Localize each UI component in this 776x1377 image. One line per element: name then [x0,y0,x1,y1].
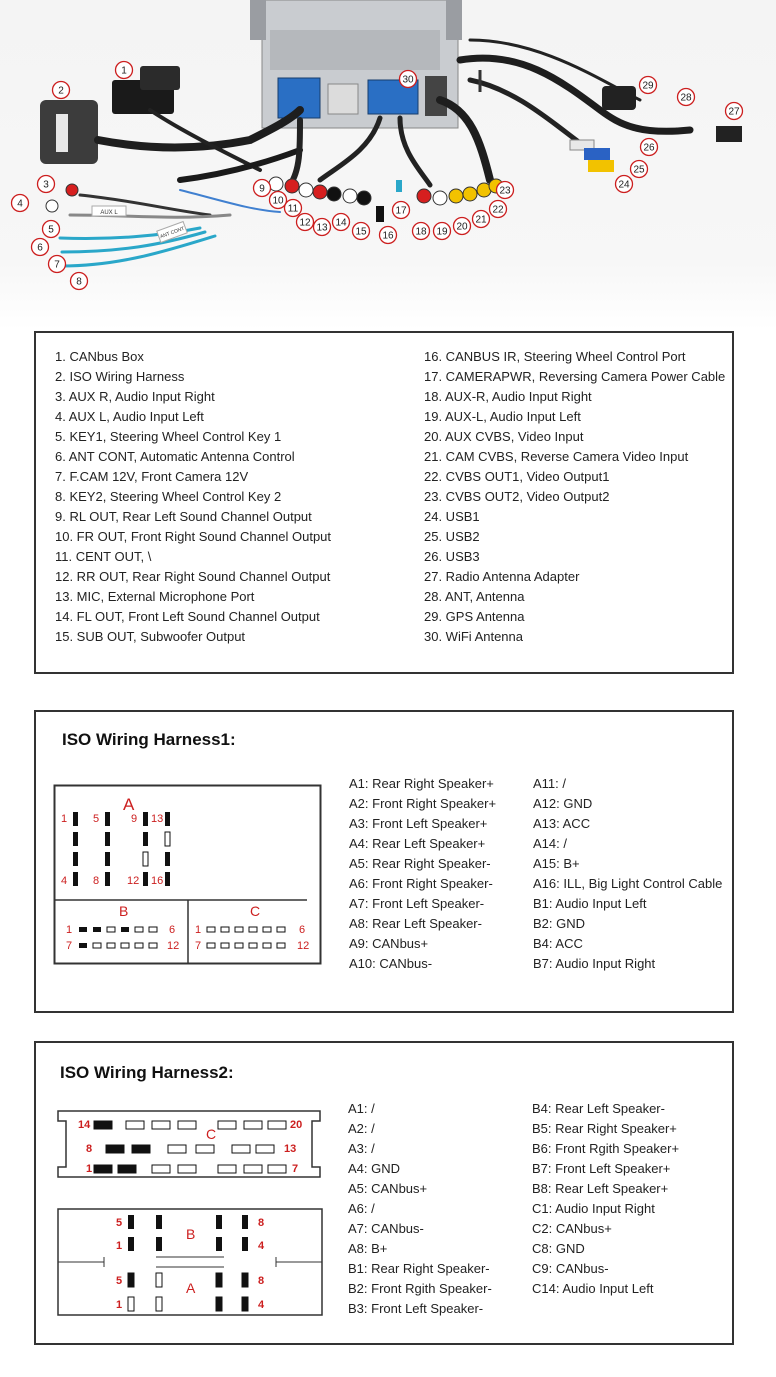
callout-14 [333,214,350,231]
iso2-c-pin-13: 13 [284,1143,297,1155]
iso1-a-label: A [123,795,135,814]
callout-number: 15 [355,226,367,238]
legend-item: 8. KEY2, Steering Wheel Control Key 2 [55,489,282,504]
legend-item: 11. CENT OUT, \ [55,549,152,564]
legend-left-column [55,347,331,647]
iso1-connector-diagram [53,784,323,968]
callout-27 [726,103,743,120]
callout-number: 18 [415,226,427,238]
pin-assignment: B4: Rear Left Speaker- [532,1101,665,1116]
callout-2 [53,82,70,99]
pin-assignment: A12: GND [533,796,593,811]
iso2-a-label: A [186,1280,196,1296]
pin-assignment: B2: GND [533,916,586,931]
pin-assignment: C8: GND [532,1241,585,1256]
pin-assignment: B2: Front Rgith Speaker- [348,1281,492,1296]
callout-19 [434,223,451,240]
callout-12 [297,214,314,231]
head-unit [250,0,462,128]
callout-number: 29 [642,80,654,92]
iso1-c-pin-1: 1 [195,924,202,936]
iso2-c-pin-20: 20 [290,1119,303,1131]
iso2-a-pin-8: 8 [258,1275,265,1287]
wiring-photo [0,0,776,330]
callout-number: 10 [272,195,284,207]
pin-assignment: A3: Front Left Speaker+ [349,816,488,831]
callout-6 [32,239,49,256]
iso2-a-pin-1: 1 [116,1299,123,1311]
iso1-pin-list-2 [533,774,722,974]
pin-assignment: B7: Front Left Speaker+ [532,1161,671,1176]
pin-assignment: A6: Front Right Speaker- [349,876,493,891]
iso2-b-pin-1: 1 [116,1240,123,1252]
callout-29 [640,77,657,94]
iso2-c-label: C [206,1126,217,1142]
pin-assignment: B6: Front Rgith Speaker+ [532,1141,680,1156]
iso2-c-pin-1: 1 [86,1163,93,1175]
legend-panel [34,331,734,674]
iso2-c-pin-7: 7 [292,1163,299,1175]
pin-assignment: A2: Front Right Speaker+ [349,796,497,811]
legend-item: 12. RR OUT, Rear Right Sound Channel Output [55,569,331,584]
aux-l-flag: AUX L [100,210,118,216]
callout-number: 6 [37,242,43,254]
legend-item: 19. AUX-L, Audio Input Left [424,409,581,424]
legend-item: 17. CAMERAPWR, Reversing Camera Power Cable [424,369,726,384]
pin-assignment: A3: / [348,1141,375,1156]
pin-assignment: A4: GND [348,1161,401,1176]
callout-25 [631,161,648,178]
iso1-c-pin-7: 7 [195,940,202,952]
pin-assignment: C2: CANbus+ [532,1221,612,1236]
pin-assignment: A5: Rear Right Speaker- [349,856,491,871]
iso2-c-pin-8: 8 [86,1143,93,1155]
iso-harness-1-title: ISO Wiring Harness1: [62,730,236,749]
legend-item: 16. CANBUS IR, Steering Wheel Control Port [424,349,686,364]
pin-assignment: A1: / [348,1101,375,1116]
callout-1 [116,62,133,79]
callout-number: 13 [316,222,328,234]
pin-assignment: A16: ILL, Big Light Control Cable [533,876,723,891]
callout-number: 3 [43,179,49,191]
iso-harness-1-panel [34,710,734,1013]
callout-number: 28 [680,92,692,104]
callout-number: 23 [499,185,511,197]
iso2-b-pin-8: 8 [258,1217,265,1229]
callout-number: 4 [17,198,23,210]
callout-number: 11 [287,203,299,215]
callout-number: 14 [335,217,347,229]
pin-assignment: A4: Rear Left Speaker+ [349,836,486,851]
callout-21 [473,211,490,228]
callout-20 [454,218,471,235]
pin-assignment: A1: Rear Right Speaker+ [349,776,494,791]
callout-23 [497,182,514,199]
callout-number: 17 [395,205,407,217]
iso2-connector-diagram [56,1109,326,1317]
callout-9 [254,180,271,197]
iso1-b-pin-7: 7 [66,940,73,952]
callout-3 [38,176,55,193]
pin-assignment: C14: Audio Input Left [532,1281,654,1296]
legend-item: 25. USB2 [424,529,480,544]
iso2-a-pin-5: 5 [116,1275,123,1287]
iso-harness-block [40,100,98,164]
pin-assignment: B1: Rear Right Speaker- [348,1261,490,1276]
legend-item: 5. KEY1, Steering Wheel Control Key 1 [55,429,282,444]
pin-assignment: A11: / [533,776,567,791]
iso2-pin-list-1 [348,1099,492,1319]
callout-number: 16 [382,230,394,242]
pin-assignment: A8: B+ [348,1241,388,1256]
pin-assignment: A2: / [348,1121,375,1136]
callout-number: 19 [436,226,448,238]
legend-item: 30. WiFi Antenna [424,629,523,644]
pin-assignment: A7: Front Left Speaker- [349,896,485,911]
iso1-a-pin-9: 9 [131,813,138,825]
pin-assignment: C9: CANbus- [532,1261,609,1276]
iso1-b-pin-6: 6 [169,924,176,936]
legend-item: 1. CANbus Box [55,349,144,364]
callout-15 [353,223,370,240]
callout-10 [270,192,287,209]
iso2-pin-list-2 [532,1099,679,1299]
pin-assignment: A14: / [533,836,567,851]
legend-item: 13. MIC, External Microphone Port [55,589,255,604]
callout-number: 5 [48,224,54,236]
callout-number: 1 [121,65,127,77]
callout-7 [49,256,66,273]
pin-assignment: B1: Audio Input Left [533,896,647,911]
callout-28 [678,89,695,106]
pin-assignment: A6: / [348,1201,375,1216]
pin-assignment: A13: ACC [533,816,591,831]
legend-item: 14. FL OUT, Front Left Sound Channel Output [55,609,320,624]
callout-number: 24 [618,179,630,191]
callout-number: 12 [299,217,311,229]
iso1-c-pin-6: 6 [299,924,306,936]
legend-right-column [424,347,725,647]
callout-number: 20 [456,221,468,233]
callout-17 [393,202,410,219]
iso1-a-pin-12: 12 [127,875,140,887]
pin-assignment: B3: Front Left Speaker- [348,1301,484,1316]
pin-assignment: B8: Rear Left Speaker+ [532,1181,669,1196]
iso-harness-2-panel [34,1041,734,1345]
callout-8 [71,273,88,290]
legend-item: 20. AUX CVBS, Video Input [424,429,584,444]
iso1-c-pin-12: 12 [297,940,310,952]
pin-assignment: C1: Audio Input Right [532,1201,655,1216]
legend-item: 6. ANT CONT, Automatic Antenna Control [55,449,295,464]
iso2-b-pin-5: 5 [116,1217,123,1229]
callout-16 [380,227,397,244]
pin-assignment: B7: Audio Input Right [533,956,656,971]
iso2-b-pin-4: 4 [258,1240,265,1252]
legend-item: 29. GPS Antenna [424,609,525,624]
legend-item: 2. ISO Wiring Harness [55,369,185,384]
legend-item: 10. FR OUT, Front Right Sound Channel Output [55,529,332,544]
legend-item: 26. USB3 [424,549,480,564]
callout-4 [12,195,29,212]
legend-item: 21. CAM CVBS, Reverse Camera Video Input [424,449,689,464]
pin-assignment: B4: ACC [533,936,583,951]
legend-item: 15. SUB OUT, Subwoofer Output [55,629,246,644]
callout-number: 7 [54,259,60,271]
pin-assignment: A15: B+ [533,856,580,871]
pin-assignment: A8: Rear Left Speaker- [349,916,482,931]
pin-assignment: B5: Rear Right Speaker+ [532,1121,677,1136]
legend-item: 24. USB1 [424,509,480,524]
legend-item: 28. ANT, Antenna [424,589,525,604]
legend-item: 4. AUX L, Audio Input Left [55,409,204,424]
callout-5 [43,221,60,238]
iso1-a-pin-13: 13 [151,813,164,825]
callout-number: 21 [475,214,487,226]
iso1-b-pin-1: 1 [66,924,73,936]
iso1-a-pin-5: 5 [93,813,100,825]
callout-number: 26 [643,142,655,154]
legend-item: 18. AUX-R, Audio Input Right [424,389,592,404]
pin-assignment: A9: CANbus+ [349,936,429,951]
callout-13 [314,219,331,236]
iso-harness-2-title: ISO Wiring Harness2: [60,1063,234,1082]
callout-number: 2 [58,85,64,97]
iso1-c-label: C [250,903,261,919]
iso1-a-pin-8: 8 [93,875,100,887]
pin-assignment: A5: CANbus+ [348,1181,428,1196]
callout-22 [490,201,507,218]
callout-number: 22 [492,204,504,216]
callout-number: 8 [76,276,82,288]
legend-item: 23. CVBS OUT2, Video Output2 [424,489,610,504]
iso1-pin-list-1 [349,774,496,974]
pin-assignment: A7: CANbus- [348,1221,424,1236]
ant-cont-flag: ANT CONT [159,225,186,241]
callout-24 [616,176,633,193]
iso1-b-pin-12: 12 [167,940,180,952]
iso2-c-pin-14: 14 [78,1119,91,1131]
callout-number: 9 [259,183,265,195]
callout-26 [641,139,658,156]
pin-assignment: A10: CANbus- [349,956,433,971]
iso2-a-pin-4: 4 [258,1299,265,1311]
legend-item: 3. AUX R, Audio Input Right [55,389,215,404]
legend-item: 22. CVBS OUT1, Video Output1 [424,469,610,484]
callout-number: 25 [633,164,645,176]
iso1-a-pin-4: 4 [61,875,68,887]
callout-11 [285,200,302,217]
iso1-a-pin-1: 1 [61,813,68,825]
callout-number: 27 [728,106,740,118]
legend-item: 27. Radio Antenna Adapter [424,569,580,584]
callout-30 [400,71,417,88]
legend-item: 9. RL OUT, Rear Left Sound Channel Output [55,509,312,524]
iso1-b-label: B [119,903,129,919]
legend-item: 7. F.CAM 12V, Front Camera 12V [55,469,249,484]
iso2-b-label: B [186,1226,196,1242]
iso1-a-pin-16: 16 [151,875,164,887]
callout-number: 30 [402,74,414,86]
callout-18 [413,223,430,240]
